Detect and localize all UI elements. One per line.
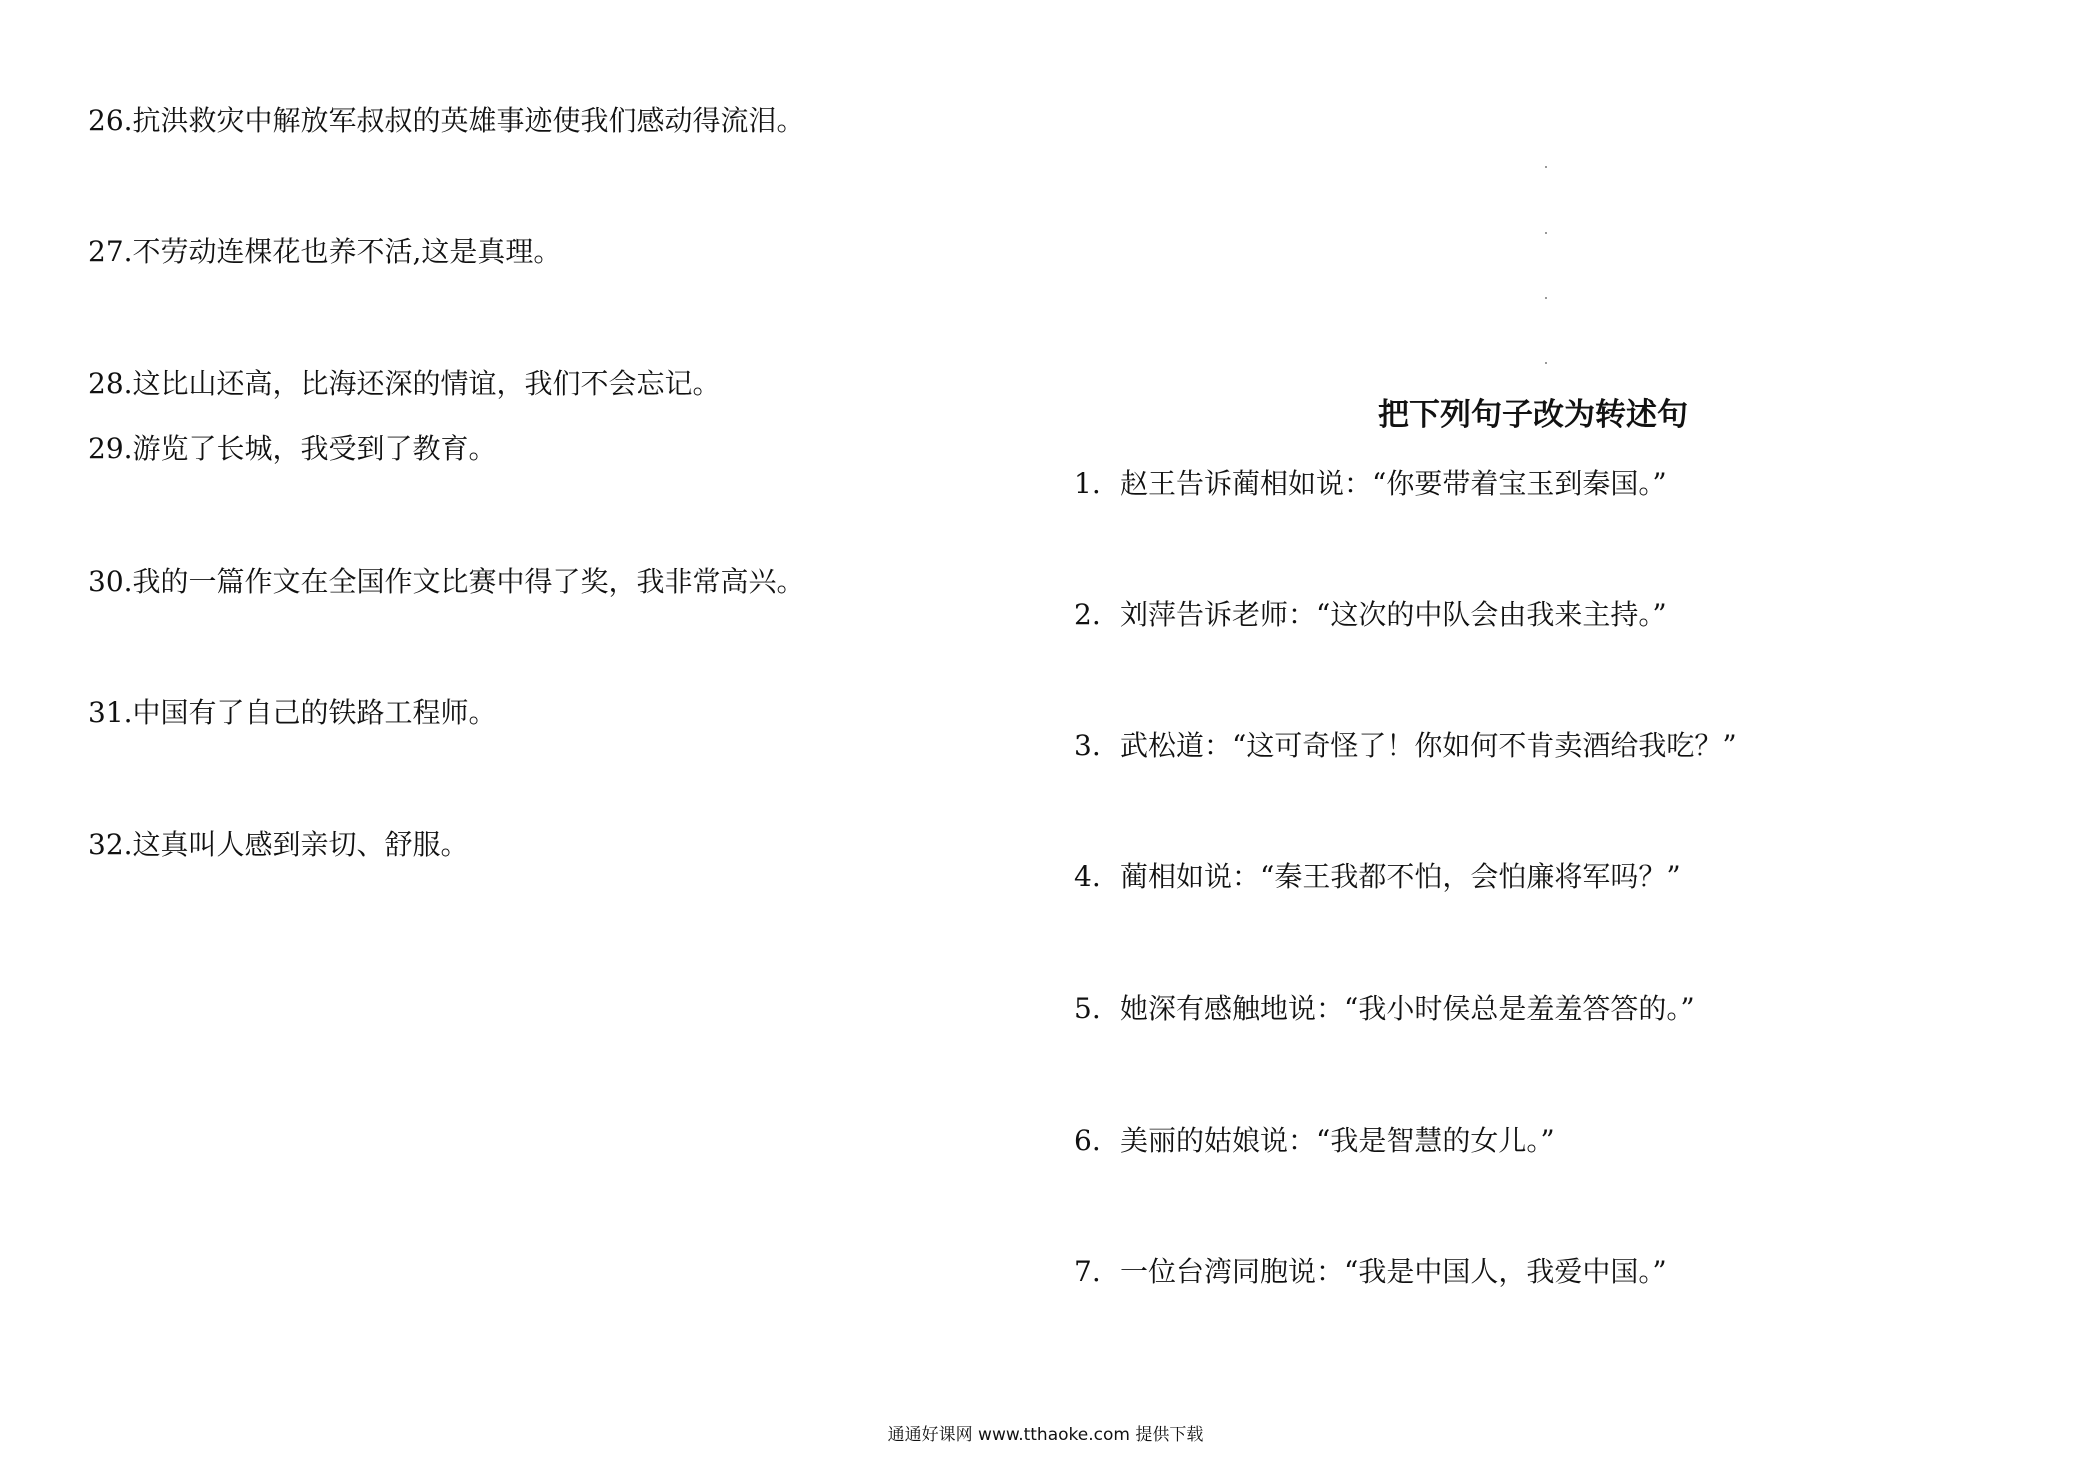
- item-text: 游览了长城，我受到了教育。: [132, 432, 497, 465]
- item-number: 26.: [88, 104, 133, 137]
- item-text: 刘萍告诉老师：“这次的中队会由我来主持。”: [1120, 598, 1667, 631]
- sentence-item: [1074, 598, 1667, 632]
- item-number: 29.: [88, 432, 133, 465]
- item-number: 30.: [88, 565, 133, 598]
- item-text: 美丽的姑娘说：“我是智慧的女儿。”: [1120, 1124, 1555, 1157]
- scan-speck: [1545, 362, 1547, 364]
- scan-speck: [1545, 166, 1547, 168]
- item-number: 28.: [88, 367, 133, 400]
- item-text: 这比山还高，比海还深的情谊，我们不会忘记。: [132, 367, 721, 400]
- item-number: 6.: [1074, 1124, 1101, 1157]
- item-number: 3.: [1074, 729, 1101, 762]
- item-text: 抗洪救灾中解放军叔叔的英雄事迹使我们感动得流泪。: [132, 104, 805, 137]
- item-number: 2.: [1074, 598, 1101, 631]
- sentence-item: [1074, 860, 1681, 894]
- item-text: 中国有了自己的铁路工程师。: [132, 696, 497, 729]
- item-number: 32.: [88, 828, 133, 861]
- item-number: 1.: [1074, 467, 1101, 500]
- item-text: 武松道：“这可奇怪了！你如何不肯卖酒给我吃？”: [1120, 729, 1737, 762]
- scan-speck: [1545, 232, 1547, 234]
- sentence-item: [88, 432, 497, 466]
- item-number: 31.: [88, 696, 133, 729]
- item-number: 27.: [88, 235, 133, 268]
- item-number: 5.: [1074, 992, 1101, 1025]
- sentence-item: [88, 696, 497, 730]
- sentence-item: [88, 104, 805, 138]
- sentence-item: [1074, 729, 1737, 763]
- item-text: 这真叫人感到亲切、舒服。: [132, 828, 469, 861]
- sentence-item: [1074, 992, 1695, 1026]
- item-text: 我的一篇作文在全国作文比赛中得了奖，我非常高兴。: [132, 565, 805, 598]
- sentence-item: [1074, 1255, 1667, 1289]
- sentence-item: [1074, 467, 1667, 501]
- section-title: 把下列句子改为转述句: [1378, 397, 1688, 433]
- scan-speck: [1545, 297, 1547, 299]
- item-text: 赵王告诉蔺相如说：“你要带着宝玉到秦国。”: [1120, 467, 1667, 500]
- sentence-item: [1074, 1124, 1555, 1158]
- item-text: 她深有感触地说：“我小时侯总是羞羞答答的。”: [1120, 992, 1695, 1025]
- footer-source: 通通好课网 www.tthaoke.com 提供下载: [887, 1425, 1204, 1445]
- item-text: 一位台湾同胞说：“我是中国人，我爱中国。”: [1120, 1255, 1667, 1288]
- sentence-item: [88, 367, 721, 401]
- sentence-item: [88, 828, 469, 862]
- item-text: 蔺相如说：“秦王我都不怕，会怕廉将军吗？”: [1120, 860, 1681, 893]
- item-number: 7.: [1074, 1255, 1101, 1288]
- item-text: 不劳动连棵花也养不活,这是真理。: [132, 235, 562, 268]
- item-number: 4.: [1074, 860, 1101, 893]
- sentence-item: [88, 235, 561, 269]
- sentence-item: [88, 565, 805, 599]
